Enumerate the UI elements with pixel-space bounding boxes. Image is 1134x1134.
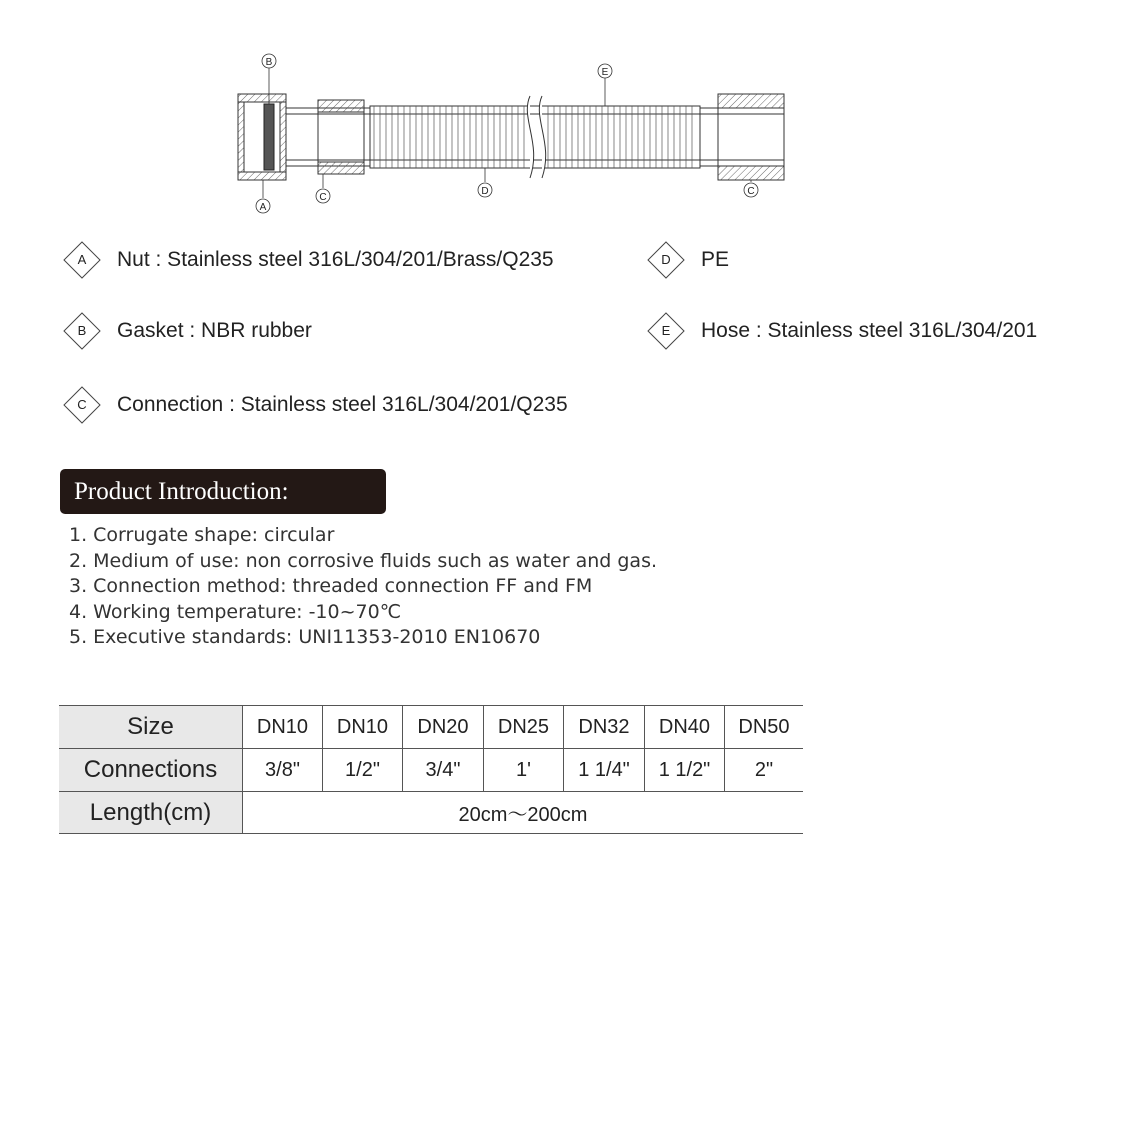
- table-row-length: [59, 792, 803, 834]
- diamond-b-icon: B: [63, 312, 101, 350]
- connections-header: Connections: [59, 749, 243, 792]
- connection-cell: 1/2": [323, 749, 403, 792]
- length-cell: 20cm～200cm: [243, 792, 804, 834]
- table-row-connections: [59, 749, 803, 792]
- callout-c-left: [316, 189, 330, 203]
- callout-e: [598, 64, 612, 78]
- size-cell: DN20: [403, 706, 484, 749]
- diamond-d-icon: D: [647, 241, 685, 279]
- callout-c-right: [744, 183, 758, 197]
- connection-cell: 3/8": [243, 749, 323, 792]
- intro-item: 1. Corrugate shape: circular: [69, 524, 335, 546]
- connection-cell: 3/4": [403, 749, 484, 792]
- callout-d: [478, 183, 492, 197]
- size-cell: DN25: [484, 706, 564, 749]
- legend-item-d: [647, 241, 729, 279]
- intro-item: 2. Medium of use: non corrosive fluids such as water and gas.: [69, 549, 658, 572]
- hose-diagram: [230, 48, 800, 220]
- nut-part: [238, 94, 286, 180]
- length-header: Length(cm): [59, 792, 243, 834]
- size-header: Size: [59, 706, 243, 749]
- product-introduction-list: [69, 523, 657, 651]
- legend-text-b: Gasket : NBR rubber: [117, 319, 312, 342]
- table-row-size: [59, 706, 803, 749]
- legend-text-a: Nut : Stainless steel 316L/304/201/Brass/Q235: [117, 248, 554, 271]
- spec-table: [59, 705, 803, 834]
- product-introduction-heading: Product Introduction:: [60, 469, 386, 514]
- callout-b: [262, 54, 276, 68]
- legend-text-c: Connection : Stainless steel 316L/304/201/Q235: [117, 393, 568, 416]
- connection-cell: 2": [725, 749, 804, 792]
- legend-text-d: PE: [701, 248, 730, 271]
- svg-text:D: D: [481, 186, 489, 197]
- intro-item: 4. Working temperature: -10~70℃: [69, 600, 402, 623]
- intro-item: 3. Connection method: threaded connection FF and FM: [69, 575, 593, 598]
- callout-a: [256, 199, 270, 213]
- legend-text-e: Hose : Stainless steel 316L/304/201: [701, 319, 1038, 342]
- size-cell: DN32: [564, 706, 645, 749]
- svg-text:C: C: [319, 192, 327, 203]
- legend-item-c: [63, 386, 568, 424]
- size-cell: DN40: [645, 706, 725, 749]
- diamond-e-icon: E: [647, 312, 685, 350]
- legend-item-b: [63, 312, 312, 350]
- svg-text:E: E: [601, 67, 609, 78]
- diamond-a-icon: A: [63, 241, 101, 279]
- size-cell: DN50: [725, 706, 804, 749]
- svg-text:C: C: [747, 186, 755, 197]
- connection-right-part: [700, 94, 784, 180]
- size-cell: DN10: [243, 706, 323, 749]
- connection-cell: 1': [484, 749, 564, 792]
- gasket-part: [264, 104, 274, 170]
- connection-cell: 1 1/4": [564, 749, 645, 792]
- size-cell: DN10: [323, 706, 403, 749]
- intro-item: 5. Executive standards: UNI11353-2010 EN10670: [69, 626, 541, 649]
- connection-left-part: [286, 100, 370, 174]
- svg-text:B: B: [265, 57, 273, 68]
- diamond-c-icon: C: [63, 386, 101, 424]
- corrugated-hose: [370, 96, 700, 178]
- svg-text:A: A: [259, 202, 267, 213]
- connection-cell: 1 1/2": [645, 749, 725, 792]
- legend-item-a: [63, 241, 554, 279]
- legend-item-e: [647, 312, 1037, 350]
